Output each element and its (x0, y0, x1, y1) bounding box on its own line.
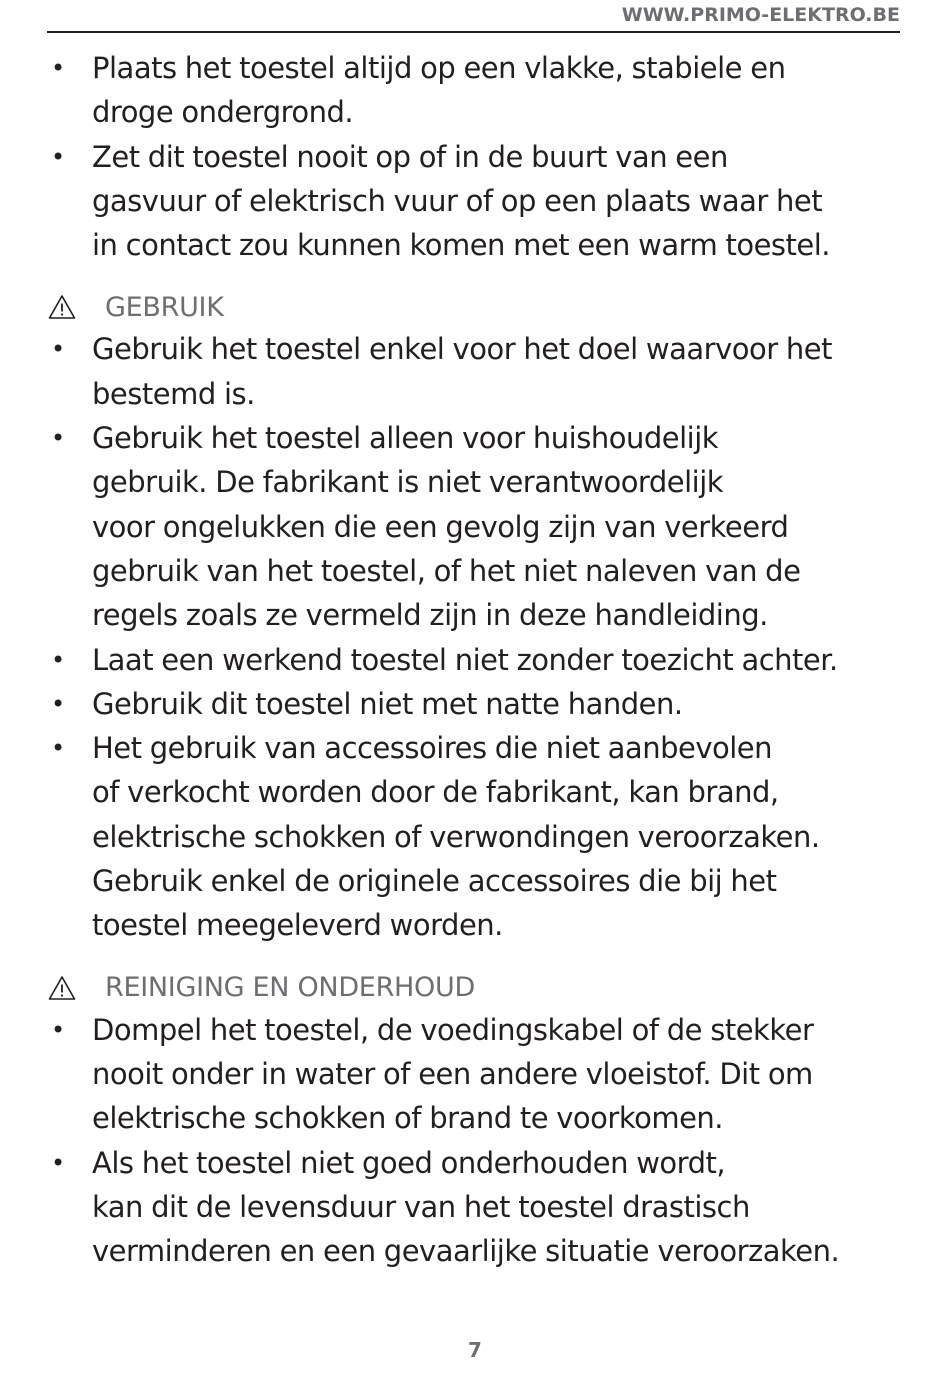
bullet: • (51, 1015, 65, 1044)
bullet: • (51, 335, 65, 364)
website-url: WWW.PRIMO-ELEKTRO.BE (621, 4, 900, 26)
section-title: REINIGING EN ONDERHOUD (105, 972, 475, 1004)
list-item-text: Dompel het toestel, de voedingskabel of de stekker nooit onder in water of een andere vloeistof. Dit om elektrische schokken of brand te voorkomen. (92, 1012, 814, 1136)
list-item (47, 46, 917, 135)
bullet: • (51, 424, 65, 453)
bullet: • (51, 689, 65, 718)
list-item (47, 726, 917, 947)
list-item-text: Gebruik het toestel enkel voor het doel waarvoor het bestemd is. (92, 332, 832, 411)
reiniging-list (47, 1008, 917, 1274)
bullet: • (51, 142, 65, 171)
list-item (47, 416, 917, 637)
gebruik-list (47, 327, 917, 947)
bullet: • (51, 734, 65, 763)
list-item-text: Zet dit toestel nooit op of in de buurt van een gasvuur of elektrisch vuur of op een plaats waar het in contact zou kunnen komen met een warm toestel. (92, 139, 831, 263)
warning-triangle-icon (48, 975, 76, 1001)
warning-triangle-icon (48, 294, 76, 320)
section-heading-gebruik (47, 287, 917, 327)
intro-list (47, 46, 917, 267)
list-item-text: Als het toestel niet goed onderhouden wordt, kan dit de levensduur van het toestel drastisch verminderen en een gevaarlijke situatie veroorzaken. (92, 1145, 840, 1269)
bullet: • (51, 54, 65, 82)
list-item-text: Plaats het toestel altijd op een vlakke, stabiele en droge ondergrond. (92, 51, 786, 130)
section-title: GEBRUIK (105, 291, 224, 323)
page-content (47, 46, 917, 1273)
page-header (47, 0, 900, 33)
list-item (47, 1141, 917, 1274)
section-heading-reiniging (47, 968, 917, 1008)
page-number: 7 (468, 1338, 482, 1362)
list-item (47, 327, 917, 416)
list-item (47, 135, 917, 268)
list-item (47, 1008, 917, 1141)
bullet: • (51, 1148, 65, 1177)
list-item-text: Het gebruik van accessoires die niet aanbevolen of verkocht worden door de fabrikant, kan brand, elektrische schokken of verwondingen veroorzaken. Gebruik enkel de originele accessoires die bij het toestel meegeleverd worden. (92, 731, 820, 943)
list-item (47, 682, 917, 726)
list-item (47, 638, 917, 682)
list-item-text: Gebruik dit toestel niet met natte handen. (92, 686, 683, 721)
list-item-text: Gebruik het toestel alleen voor huishoudelijk gebruik. De fabrikant is niet verantwoordelijk voor ongelukken die een gevolg zijn van verkeerd gebruik van het toestel, of het niet naleven van de regels zoals ze vermeld zijn in deze handleiding. (92, 421, 801, 633)
bullet: • (51, 645, 65, 674)
list-item-text: Laat een werkend toestel niet zonder toezicht achter. (92, 642, 838, 677)
